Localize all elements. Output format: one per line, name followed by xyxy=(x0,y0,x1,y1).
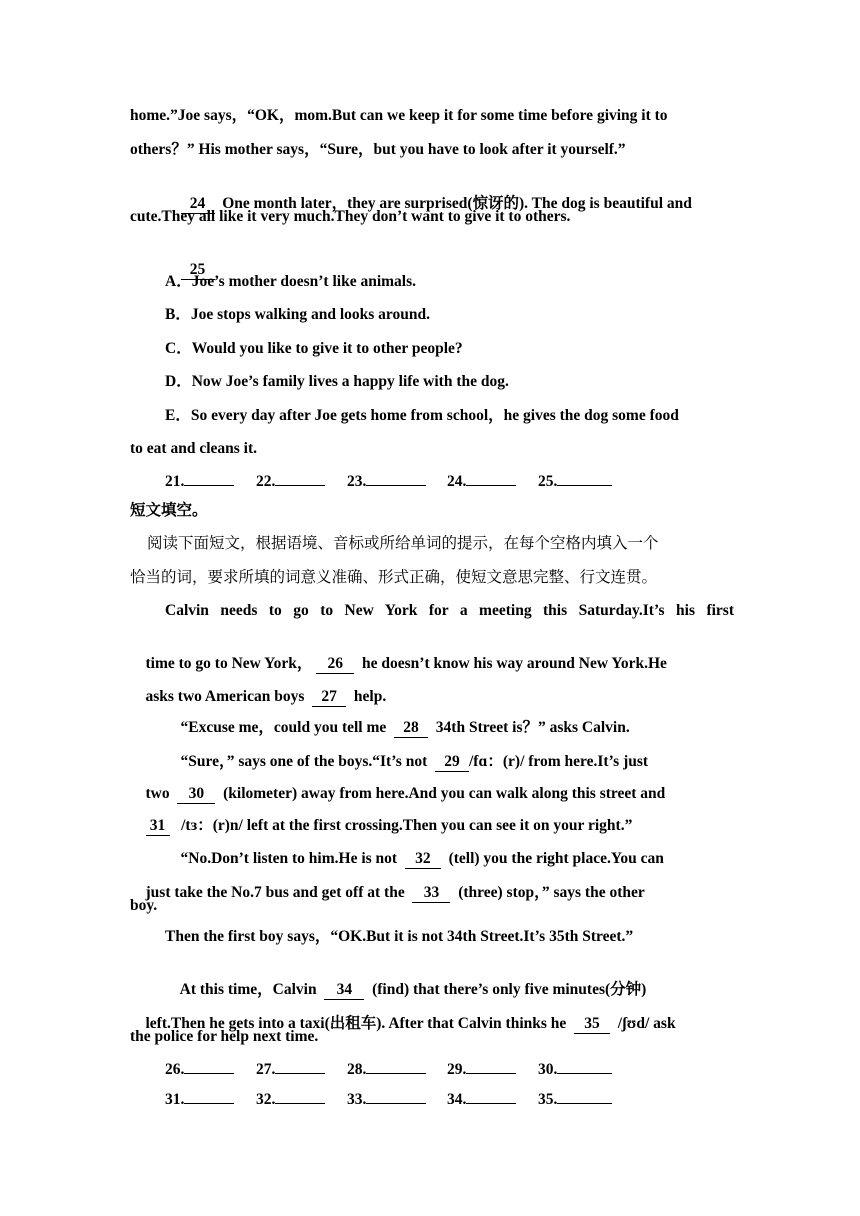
passage-line: At this time，Calvin 34 (find) that there’s only five minutes(分钟) xyxy=(179,981,647,998)
option-d: D．Now Joe’s family lives a happy life with the dog. xyxy=(165,373,509,390)
passage-line: left.Then he gets into a taxi(出租车). After that Calvin thinks he 35 /ʃʊd/ ask xyxy=(145,1015,676,1032)
answer-slot[interactable]: 28. xyxy=(347,1057,426,1079)
passage-line: the police for help next time. xyxy=(130,1028,319,1045)
passage-line: time to go to New York， 26 he doesn’t know his way around New York.He xyxy=(145,655,667,672)
blank-34: 34 xyxy=(324,981,364,1000)
answer-slot[interactable]: 22. xyxy=(256,469,325,491)
answer-slot[interactable]: 27. xyxy=(256,1057,325,1079)
blank-32: 32 xyxy=(405,850,441,869)
instruction-line: 恰当的词，要求所填的词意义准确、形式正确，使短文意思完整、行文连贯。 xyxy=(130,568,658,586)
passage-line: just take the No.7 bus and get off at the 33 (three) stop，” says the other xyxy=(145,884,645,901)
answer-slot[interactable]: 26. xyxy=(165,1057,234,1079)
option-e-cont: to eat and cleans it. xyxy=(130,440,258,457)
blank-27: 27 xyxy=(312,688,346,707)
passage-line: Calvin needs to go to New York for a meeting this Saturday.It’s his first xyxy=(165,602,734,619)
answer-slot[interactable]: 29. xyxy=(447,1057,516,1079)
blank-28: 28 xyxy=(394,719,428,738)
blank-30: 30 xyxy=(177,785,215,804)
passage-line: 31 /tɜ：(r)n/ left at the first crossing.Then you can see it on your right.” xyxy=(130,796,734,856)
answer-slot[interactable]: 21. xyxy=(165,469,234,491)
blank-26: 26 xyxy=(316,655,354,674)
answer-slot[interactable]: 25. xyxy=(538,469,612,491)
passage-line: others？” His mother says，“Sure，but you have to look after it yourself.” xyxy=(130,141,626,158)
passage-line: cute.They all like it very much.They don’t want to give it to others. xyxy=(130,208,571,225)
passage-line: home.”Joe says，“OK，mom.But can we keep it for some time before giving it to xyxy=(130,107,668,124)
answer-slot[interactable]: 30. xyxy=(538,1057,612,1079)
blank-24: 24 xyxy=(181,195,215,214)
instruction-line: 阅读下面短文，根据语境、音标或所给单词的提示，在每个空格内填入一个 xyxy=(147,534,659,552)
blank-29: 29 xyxy=(435,753,469,772)
sentence-text: One month later，they are surprised(惊讶的). The dog is beautiful and xyxy=(222,195,692,212)
answer-slot[interactable]: 33. xyxy=(347,1087,426,1109)
passage-line: “Excuse me，could you tell me 28 34th Street is？” asks Calvin. xyxy=(180,719,630,736)
answer-slot[interactable]: 35. xyxy=(538,1087,612,1109)
answer-slot[interactable]: 23. xyxy=(347,469,426,491)
answer-slot[interactable]: 34. xyxy=(447,1087,516,1109)
passage-line: asks two American boys 27 help. xyxy=(145,688,387,705)
answer-slot[interactable]: 24. xyxy=(447,469,516,491)
answer-slot[interactable]: 31. xyxy=(165,1087,234,1109)
passage-line: two 30 (kilometer) away from here.And you can walk along this street and xyxy=(145,785,666,802)
blank-35: 35 xyxy=(574,1015,610,1034)
option-b: B．Joe stops walking and looks around. xyxy=(165,306,431,323)
passage-line: “No.Don’t listen to him.He is not 32 (tell) you the right place.You can xyxy=(180,850,664,867)
blank-31: 31 xyxy=(146,817,170,836)
passage-line: Then the first boy says，“OK.But it is not 34th Street.It’s 35th Street.” xyxy=(165,928,634,945)
answer-slot[interactable]: 32. xyxy=(256,1087,325,1109)
blank-25: 25 xyxy=(181,261,215,280)
option-c: C．Would you like to give it to other people? xyxy=(165,340,463,357)
option-a: A．Joe’s mother doesn’t like animals. xyxy=(165,273,417,290)
option-e: E．So every day after Joe gets home from school，he gives the dog some food xyxy=(165,407,679,424)
passage-line: boy. xyxy=(130,897,158,914)
passage-line: “Sure，” says one of the boys.“It’s not 29 /fɑ：(r)/ from here.It’s just xyxy=(180,753,649,770)
blank-33: 33 xyxy=(412,884,450,903)
section-title: 短文填空。 xyxy=(130,501,208,519)
